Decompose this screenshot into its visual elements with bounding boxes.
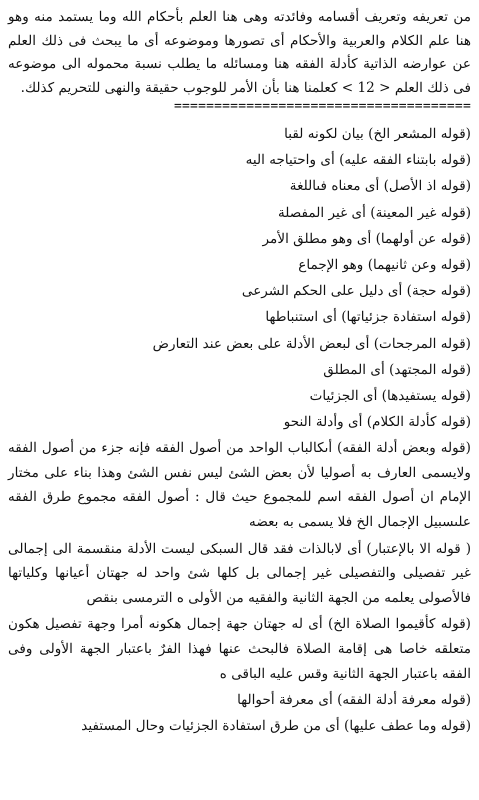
note-item: (قوله المجتهد) أى المطلق bbox=[323, 361, 471, 378]
note-item: (قوله عن أولهما) أى وهو مطلق الأمر bbox=[262, 230, 471, 247]
note-item: (قوله وما عطف عليها) أى من طرق استفادة الجزئيات وحال المستفيد bbox=[81, 718, 471, 735]
note-item: (قوله وعن ثانيهما) وهو الإجماع bbox=[298, 256, 471, 273]
note-item: (قوله معرفة أدلة الفقه) أى معرفة أحوالها bbox=[237, 692, 471, 709]
note-item: (قوله استفادة جزئياتها) أى استنباطها bbox=[265, 309, 471, 326]
note-item: (قوله حجة) أى دليل على الحكم الشرعى bbox=[241, 283, 471, 300]
note-item: (قوله غير المعينة) أى غير المفصلة bbox=[277, 204, 471, 221]
note-item: (قوله بابتناء الفقه عليه) أى واحتياجه اليه bbox=[245, 152, 471, 169]
note-item: (قوله كأقيموا الصلاة الخ) أى له جهتان جهة إجمال هكونه أمرا وجهة تفصيل هكون متعلقه خاصا هى إقامة الصلاة فالبحث عنها فهذا الفرٌ باعتبار الجهة الأولى وفى الفقه باعتبار الجهة الثانية وقس عليه الباقى ه bbox=[8, 616, 471, 682]
note-item: ( قوله الا بالإعتبار) أى لابالذات فقد قال السبكى ليست الأدلة منقسمة الى إجمالى غير تفصيلى والتفصيلى غير إجمالى بل كلها شئ واحد له جهتان أعيانها وكلياتها فالأصولى يعلمه من الجهة الثانية والفقيه من الأولى ه الترمسى بنقص bbox=[8, 540, 471, 606]
intro-paragraph: من تعريفه وتعريف أقسامه وفائدته وهى هنا العلم بأحكام الله وما يستمد منه وهو هنا علم الكلام والعربية والأحكام أى تصورها وموضوعه أى ما يبحث فى ذلك العلم عن عوارضه الذاتية كأدلة الفقه هنا ومسائله ما يطلب نسبة محموله الى موضوعه فى ذلك العلم < 12 > كعلمنا هنا بأن الأمر للوجوب حقيقة والنهى للتحريم كذلك. bbox=[8, 9, 471, 96]
note-item: (قوله المشعر الخ) بيان لكونه لقبا bbox=[284, 126, 471, 142]
separator-line: ===================================== bbox=[174, 100, 471, 114]
note-item: (قوله اذ الأصل) أى معناه فىاللغة bbox=[289, 178, 471, 195]
note-item: (قوله يستفيدها) أى الجزئيات bbox=[309, 387, 471, 404]
note-item: (قوله وبعض أدلة الفقه) أىكالباب الواحد من أصول الفقه فإنه جزء من أصول الفقه ولايسمى العارف به أصوليا لأن بعض الشئ ليس نفس الشئ وهذا بناء على مختار الإمام ان أصول الفقه اسم للمجموع حيث قال : أصول الفقه مجموع طرق الفقه علىسبيل الإجمال الخ فلا يسمى به بعضه bbox=[8, 440, 471, 531]
note-item: (قوله المرجحات) أى لبعض الأدلة على بعض عند التعارض bbox=[152, 335, 471, 352]
note-item: (قوله كأدلة الكلام) أى وأدلة النحو bbox=[283, 414, 471, 431]
